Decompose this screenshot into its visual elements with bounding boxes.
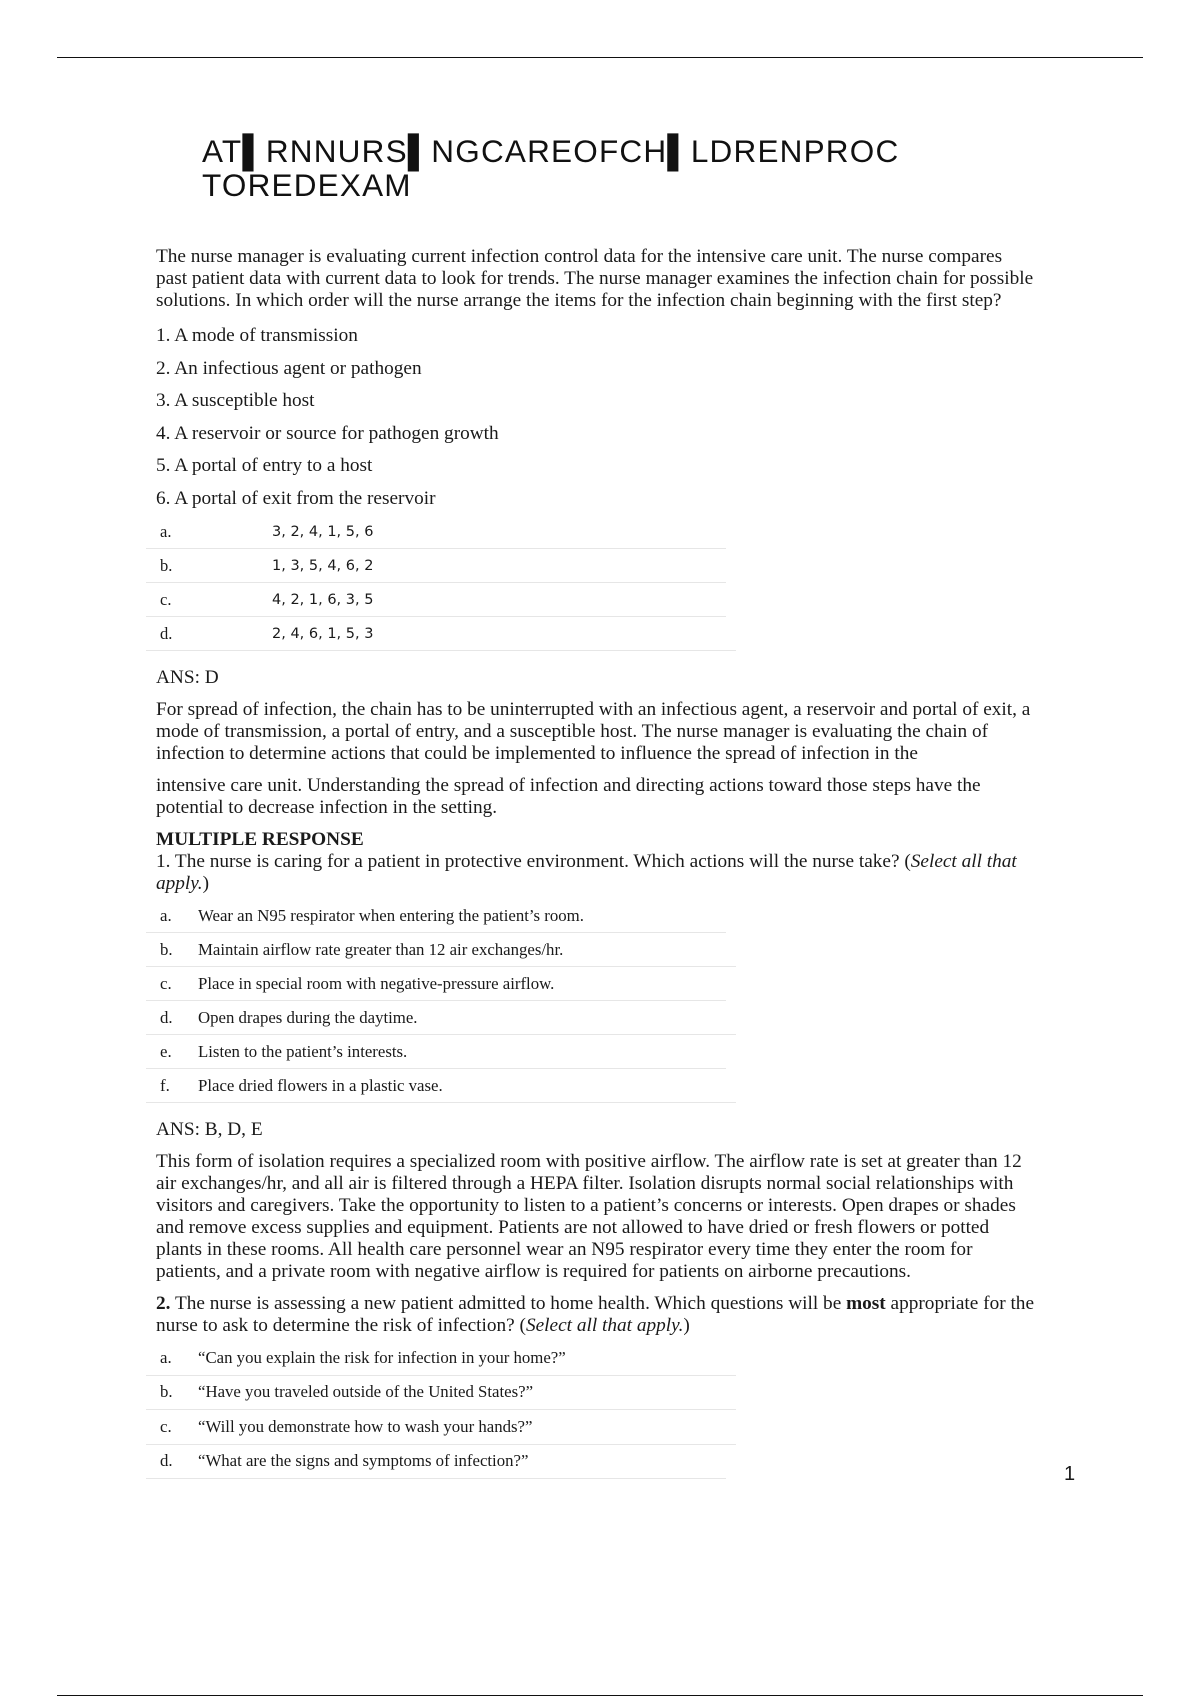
rationale: This form of isolation requires a specialized room with positive airflow. The airflow rate is set at greater than 12 air exchanges/hr, and all air is filtered through a HEPA filter. Isolation disrupts normal social relationships with visitors and caregivers. Take the opportunity to listen to a patient’s concerns or interests. Open drapes or shades and remove excess supplies and equipment. Patients are not allowed to have dried or fresh flowers or potted plants in these rooms. All health care personnel wear an N95 respirator every time they enter the room for patients, and a private room with negative airflow is required for patients on airborne precautions. — [156, 1151, 1022, 1282]
list-item: 6. A portal of exit from the reservoir — [156, 487, 436, 509]
title-line-2: TOREDEXAM — [202, 167, 412, 203]
option-row — [146, 899, 726, 933]
page-number: 1 — [1064, 1463, 1076, 1485]
question-stem: The nurse manager is evaluating current infection control data for the intensive care unit. The nurse compares past patient data with current data to look for trends. The nurse manager examines the infection chain for possible solutions. In which order will the nurse arrange the items for the infection chain beginning with the first step? — [156, 246, 1034, 311]
option-row — [146, 583, 726, 617]
bottom-rule — [57, 1695, 1143, 1696]
option-text: 2, 4, 6, 1, 5, 3 — [272, 625, 374, 642]
option-row — [146, 549, 726, 583]
chain-item-list — [156, 320, 1036, 515]
option-letter: d. — [160, 623, 173, 643]
option-letter: a. — [160, 1347, 172, 1367]
option-row — [146, 1376, 736, 1411]
rationale-continued: intensive care unit. Understanding the spread of infection and directing actions toward those steps have the potential to decrease infection in the setting. — [156, 775, 981, 818]
option-letter: f. — [160, 1075, 170, 1095]
stem-close: ) — [202, 873, 210, 894]
option-letter: b. — [160, 555, 173, 575]
top-rule — [57, 57, 1143, 58]
option-letter: c. — [160, 1416, 172, 1436]
list-item: 2. An infectious agent or pathogen — [156, 357, 422, 379]
option-text: Place in special room with negative-pressure airflow. — [198, 973, 555, 993]
title-line-1: AT▌RNNURS▌NGCAREOFCH▌LDRENPROC — [202, 133, 900, 169]
option-letter: c. — [160, 589, 172, 609]
option-letter: d. — [160, 1451, 173, 1471]
document-body — [156, 246, 1036, 1479]
stem-text: The nurse is assessing a new patient admitted to home health. Which questions will be — [170, 1293, 847, 1314]
list-item: 1. A mode of transmission — [156, 325, 358, 346]
option-row — [146, 617, 736, 651]
option-text: “Can you explain the risk for infection in your home?” — [198, 1347, 566, 1367]
option-row — [146, 1410, 736, 1445]
option-row — [146, 1341, 736, 1376]
question-stem — [156, 851, 1036, 895]
option-text: Place dried flowers in a plastic vase. — [198, 1075, 443, 1095]
option-letter: d. — [160, 1007, 173, 1027]
option-text: Open drapes during the daytime. — [198, 1007, 418, 1027]
option-text: “Will you demonstrate how to wash your hands?” — [198, 1416, 533, 1436]
document-title — [202, 134, 1102, 202]
answer-options — [146, 899, 726, 1103]
option-text: “Have you traveled outside of the United States?” — [198, 1382, 534, 1402]
option-text: Wear an N95 respirator when entering the patient’s room. — [198, 905, 584, 925]
option-letter: a. — [160, 521, 172, 541]
option-row — [146, 1445, 726, 1480]
option-text: 1, 3, 5, 4, 6, 2 — [272, 557, 374, 574]
answer-key: ANS: D — [156, 667, 219, 688]
stem-text: 1. The nurse is caring for a patient in protective environment. Which actions will the nurse take? ( — [156, 851, 911, 872]
stem-instruction: Select all that apply. — [156, 851, 1017, 894]
option-letter: b. — [160, 1382, 173, 1402]
answer-key: ANS: B, D, E — [156, 1119, 263, 1140]
option-text: “What are the signs and symptoms of infection?” — [198, 1451, 529, 1471]
list-item: 5. A portal of entry to a host — [156, 455, 373, 476]
option-text: 3, 2, 4, 1, 5, 6 — [272, 523, 374, 540]
option-letter: a. — [160, 905, 172, 925]
answer-options — [146, 515, 726, 651]
stem-instruction: Select all that apply. — [525, 1315, 684, 1336]
question-number: 2. — [156, 1293, 171, 1314]
option-text: Maintain airflow rate greater than 12 air exchanges/hr. — [198, 939, 564, 959]
stem-close: ) — [683, 1315, 690, 1336]
option-row — [146, 933, 736, 967]
option-letter: e. — [160, 1041, 172, 1061]
list-item: 3. A susceptible host — [156, 390, 315, 411]
option-row — [146, 1069, 736, 1103]
stem-emphasis: most — [846, 1293, 886, 1314]
option-text: 4, 2, 1, 6, 3, 5 — [272, 591, 374, 608]
section-heading: MULTIPLE RESPONSE — [156, 829, 364, 850]
stem-text: appropriate for the nurse to ask to determine the risk of infection? ( — [156, 1293, 1035, 1336]
option-row — [146, 1035, 726, 1069]
option-letter: c. — [160, 973, 172, 993]
answer-options — [146, 1341, 726, 1479]
option-row — [146, 1001, 736, 1035]
rationale: For spread of infection, the chain has to be uninterrupted with an infectious agent, a reservoir and portal of exit, a mode of transmission, a portal of entry, and a susceptible host. The nurse manager is evaluating the chain of infection to determine actions that could be implemented to influence the spread of infection in the — [156, 699, 1031, 764]
option-row — [146, 515, 726, 549]
list-item: 4. A reservoir or source for pathogen growth — [156, 422, 499, 444]
option-letter: b. — [160, 939, 173, 959]
option-row — [146, 967, 726, 1001]
question-stem — [156, 1293, 1036, 1337]
option-text: Listen to the patient’s interests. — [198, 1041, 408, 1061]
